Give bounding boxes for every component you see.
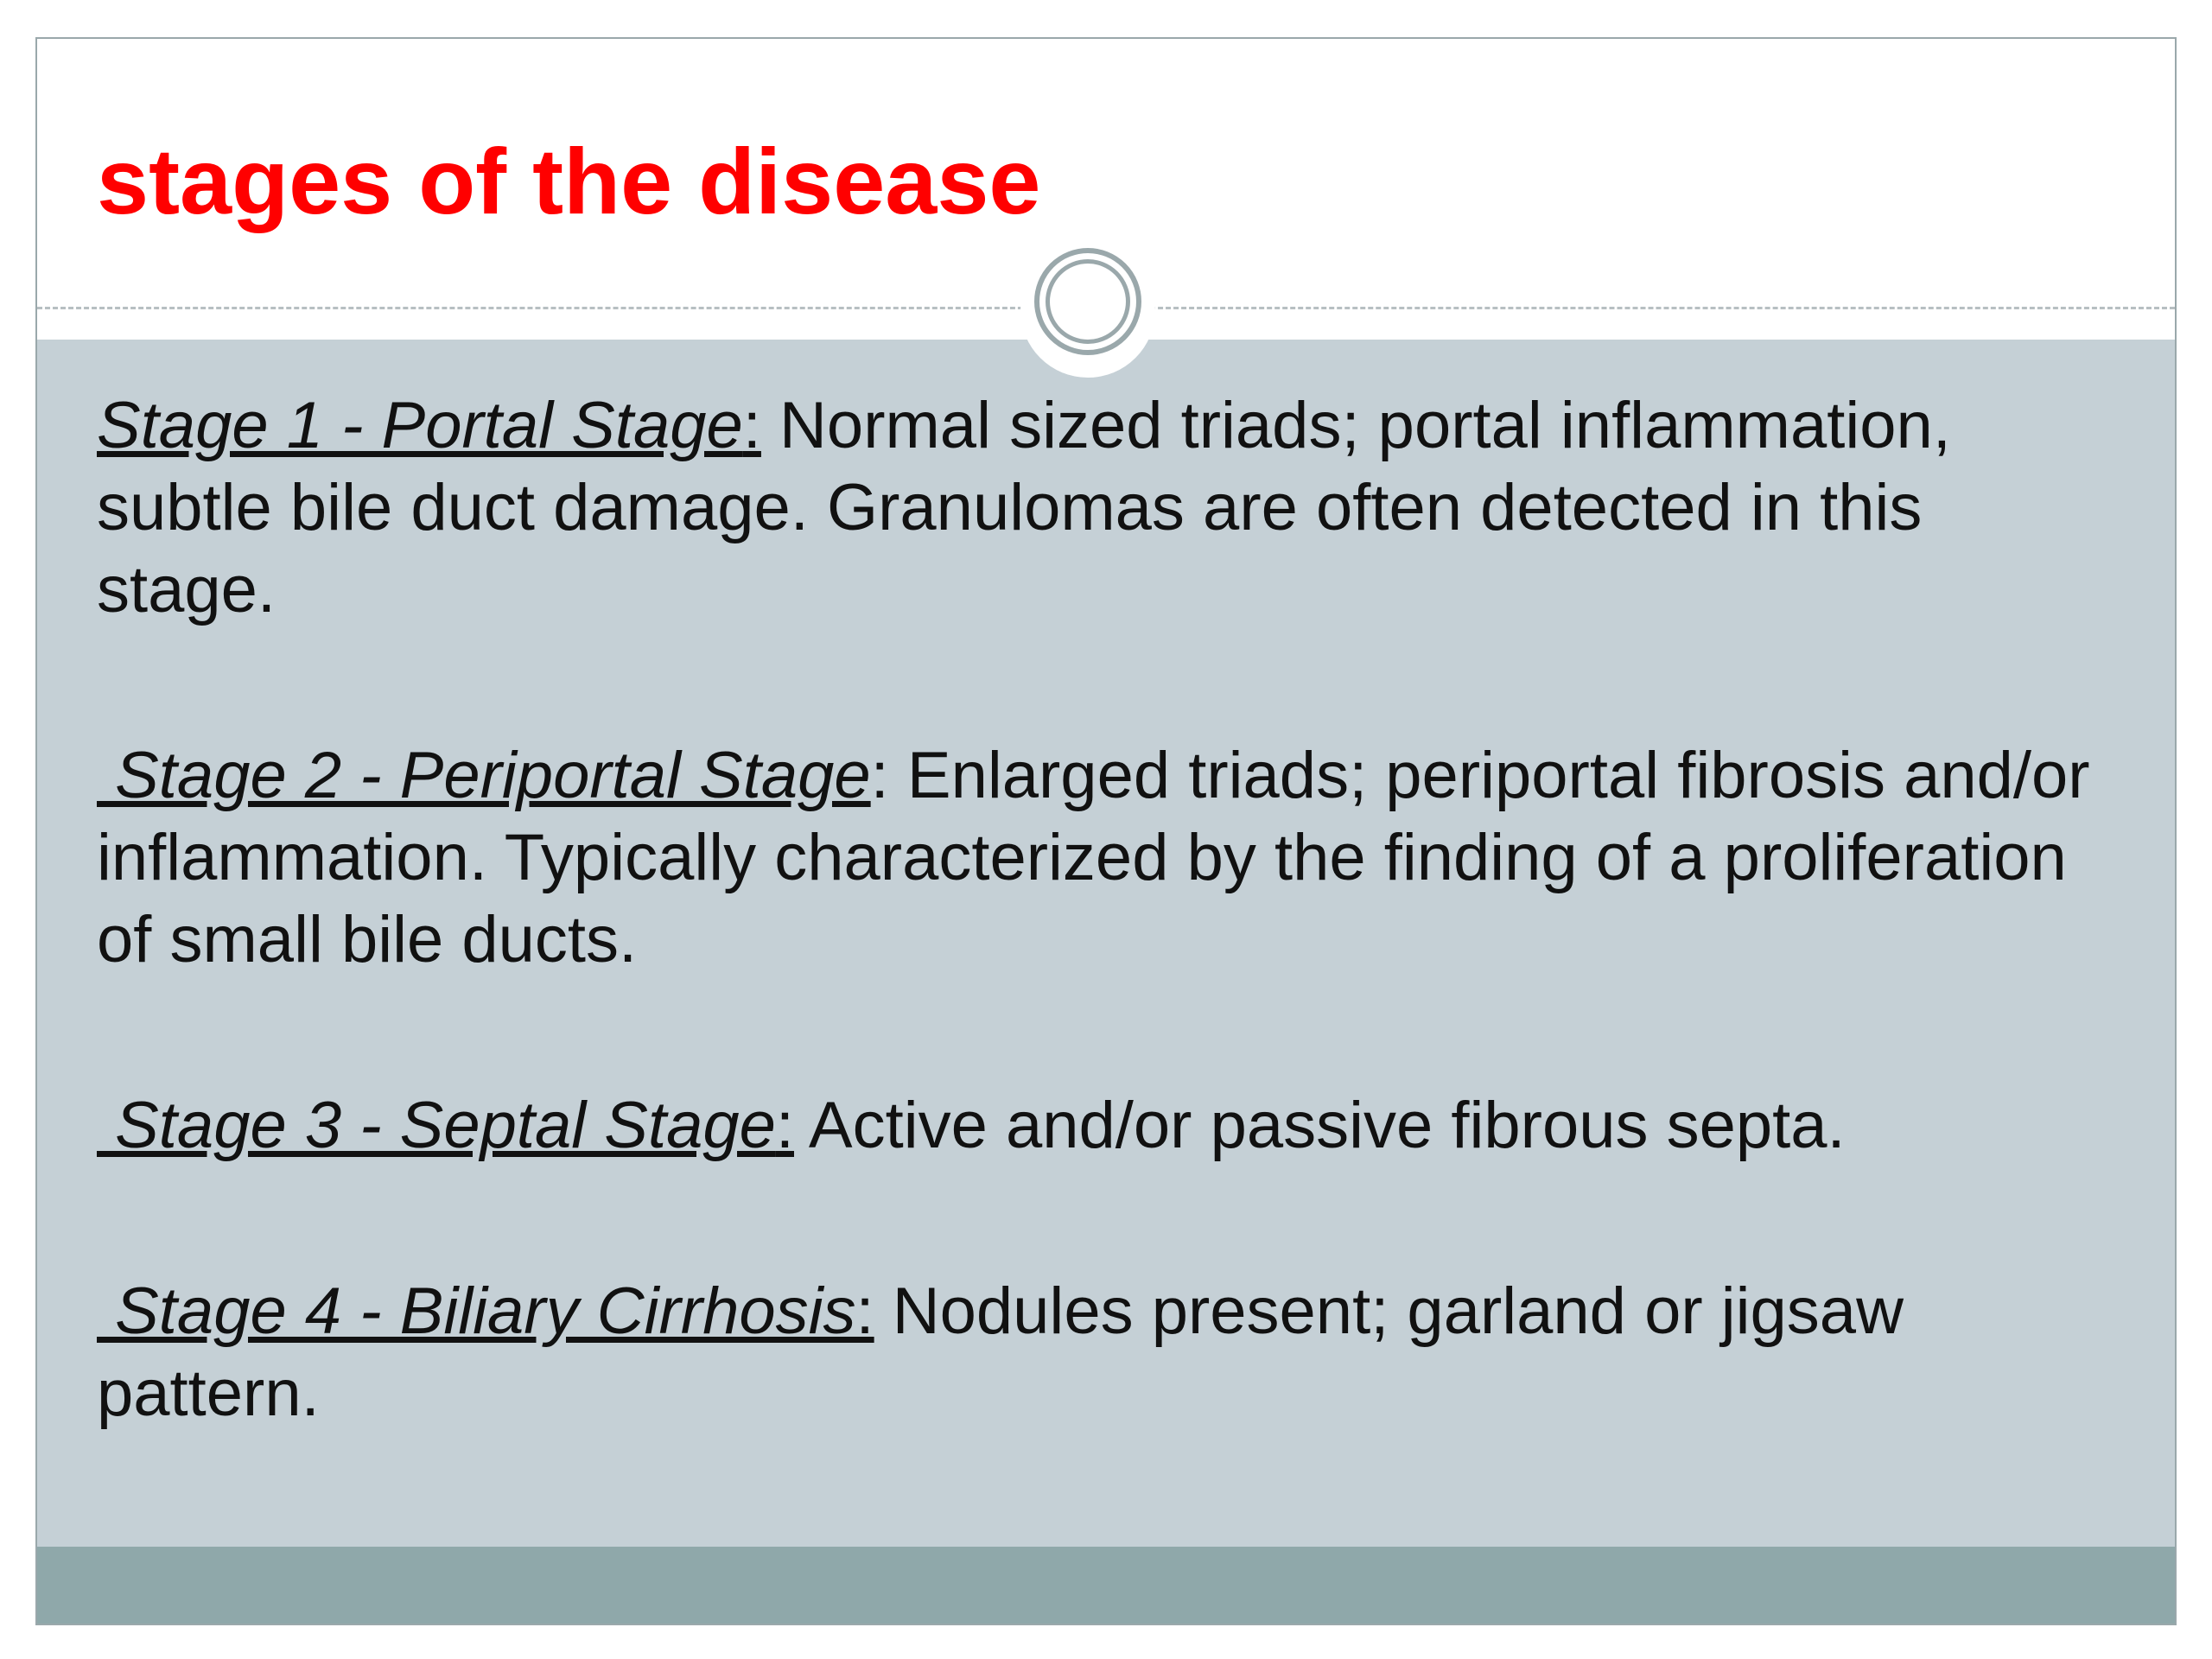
stage-2-description: Enlarged triads; periportal fibrosis and/or inflammation. Typically characterized by the finding of a proliferation of small bile ducts. [97,739,2090,976]
stage-4-paragraph [97,1270,2110,1434]
stage-3-paragraph [97,1084,2110,1166]
stage-4-colon: : [855,1274,874,1348]
footer-band [37,1547,2175,1625]
stage-1-colon: : [742,389,761,462]
stages-list [97,385,2110,1538]
slide [35,37,2177,1625]
stage-4-description: Nodules present; garland or jigsaw pattern. [97,1274,1904,1430]
stage-4-name: Stage 4 - Biliary Cirrhosis [97,1274,856,1348]
stage-2-paragraph [97,734,2110,981]
divider-ornament-inner-circle-icon [1046,259,1130,344]
stage-1-description: Normal sized triads; portal inflammation, subtle bile duct damage. Granulomas are often detected in this stage. [97,389,1951,626]
stage-2-name: Stage 2 - Periportal Stage [97,739,871,812]
stage-1-paragraph [97,385,2110,631]
stage-3-colon: : [775,1089,794,1162]
stage-1-name: Stage 1 - Portal Stage [97,389,743,462]
stage-3-name: Stage 3 - Septal Stage [97,1089,776,1162]
stage-2-colon: : [870,739,889,812]
stage-3-description: Active and/or passive fibrous septa. [794,1089,1846,1162]
slide-title: stages of the disease [97,129,1041,233]
